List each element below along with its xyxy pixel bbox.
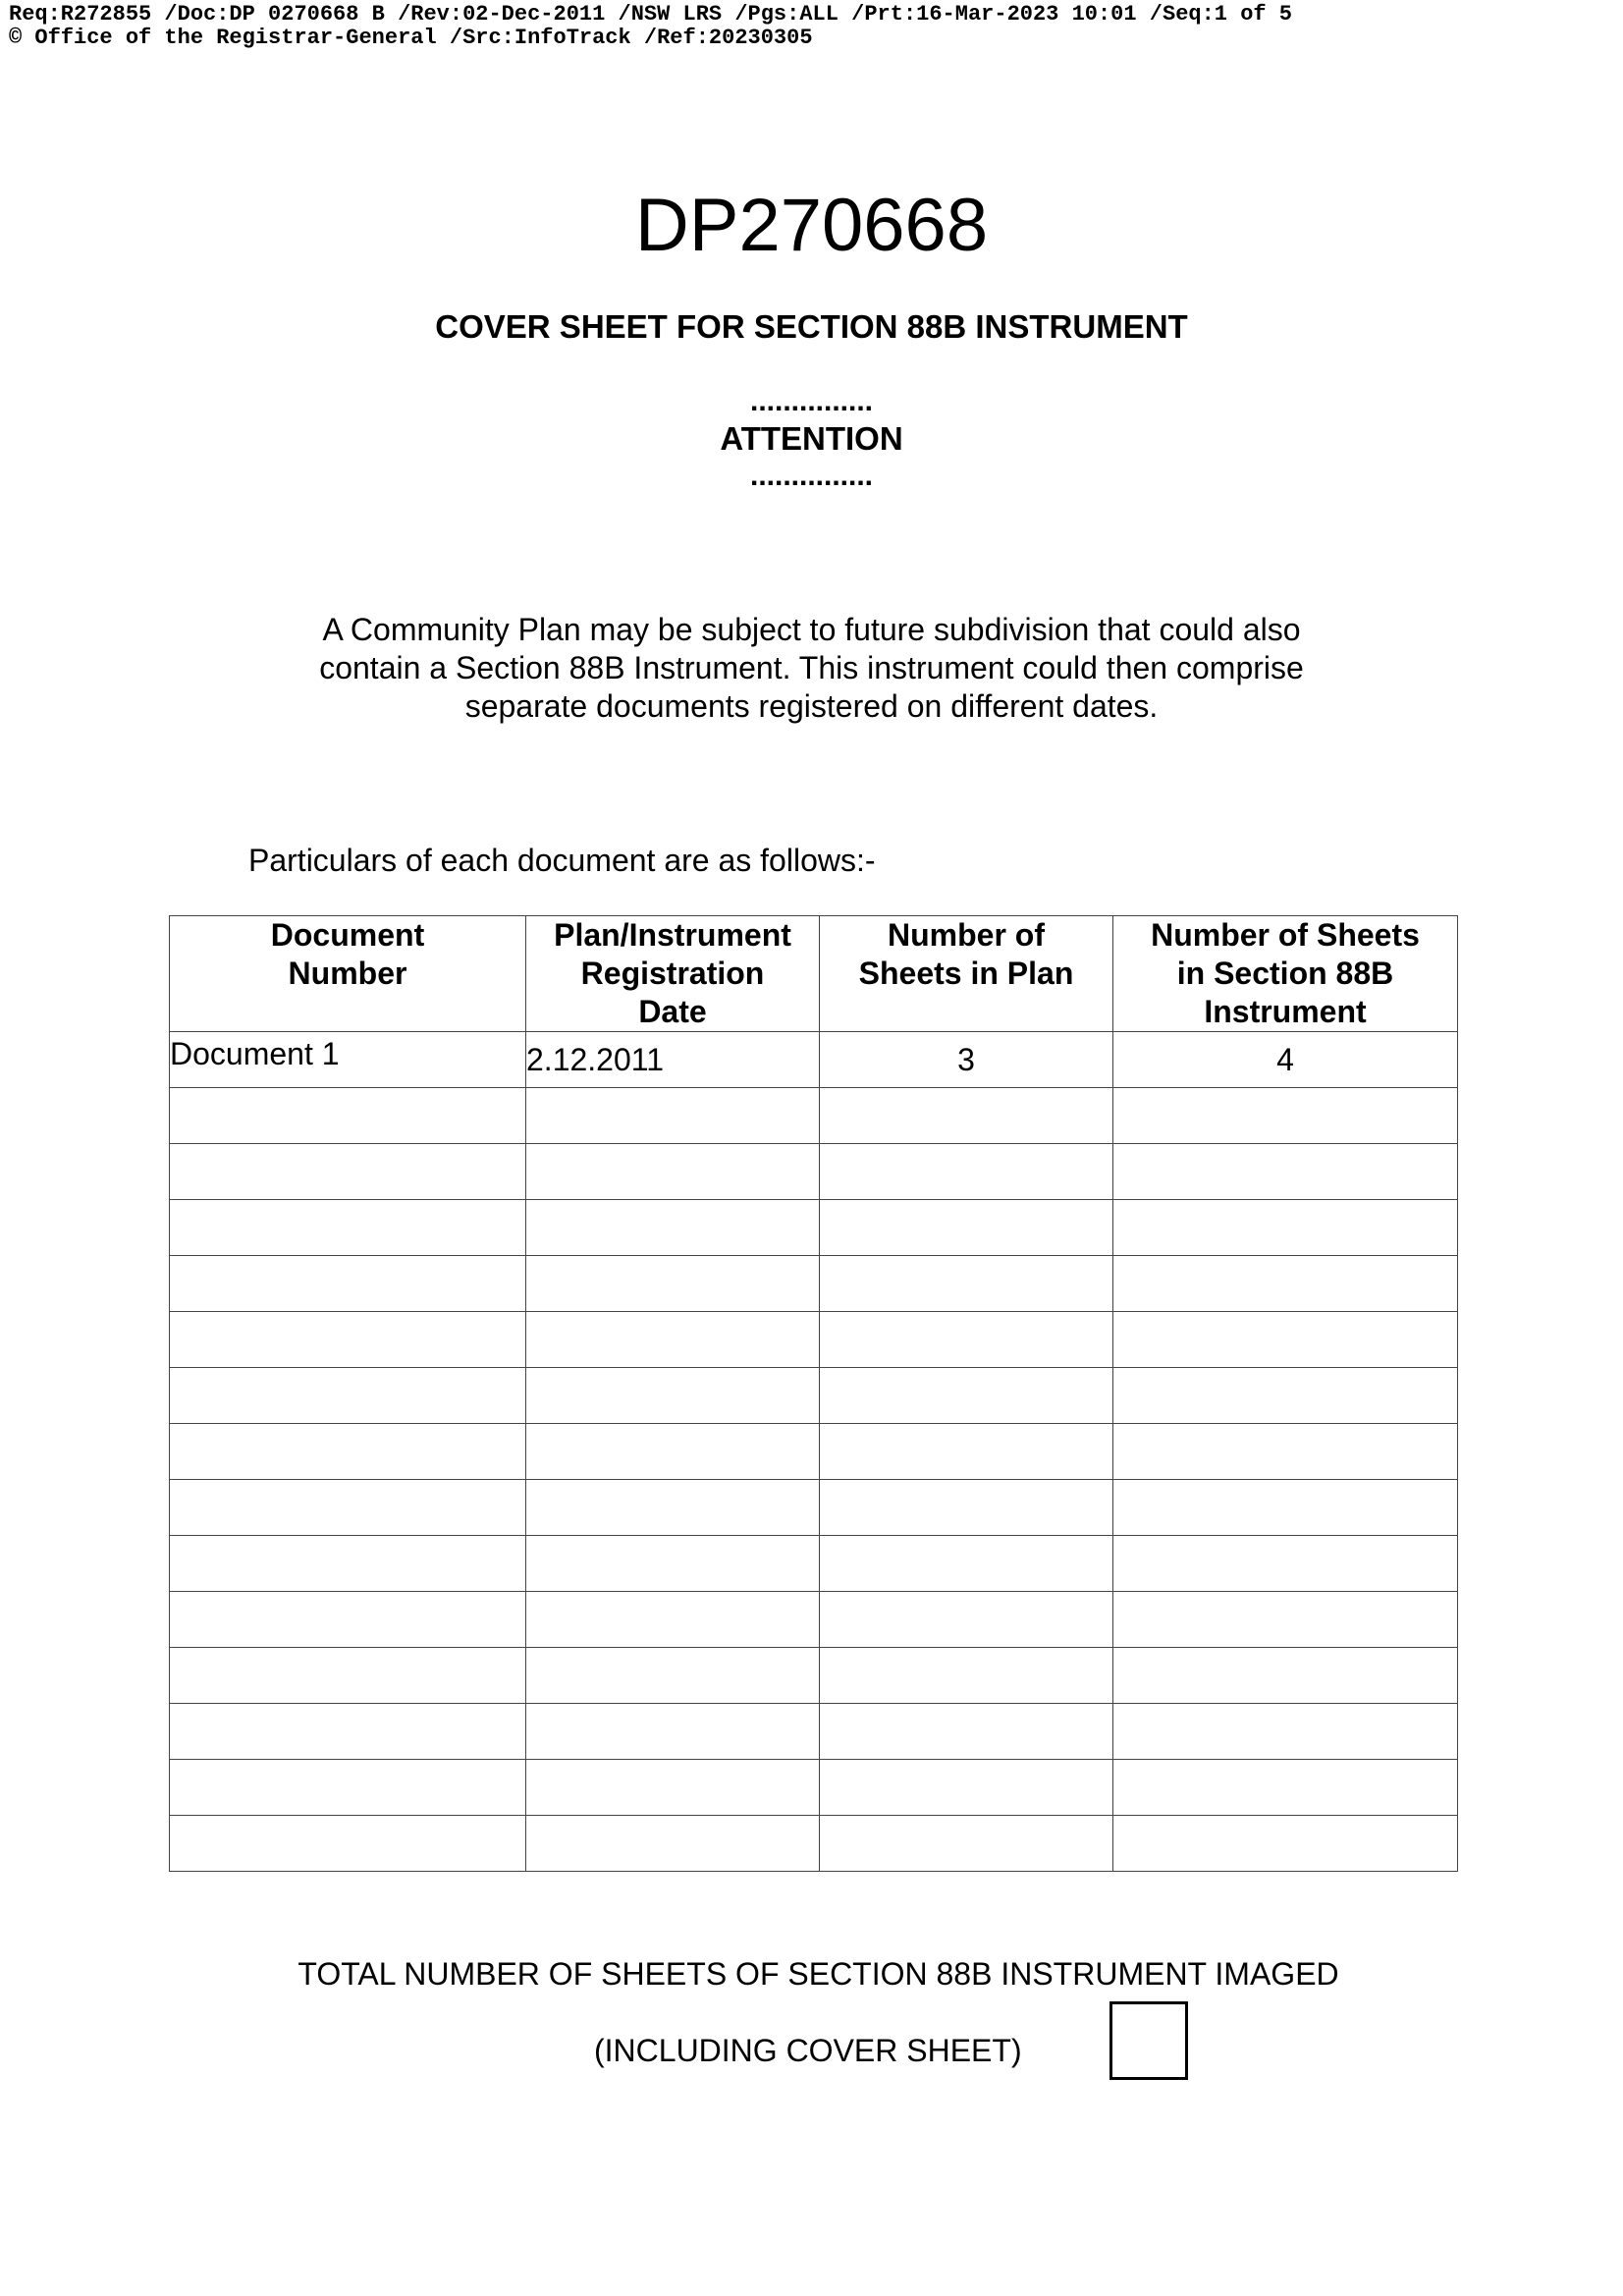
registration-date-cell <box>526 1200 820 1256</box>
sheets-in-plan-cell <box>820 1536 1113 1592</box>
document-number-cell <box>170 1816 526 1872</box>
table-row <box>170 1144 1458 1200</box>
sheets-in-plan-cell <box>820 1760 1113 1816</box>
registration-date-cell <box>526 1368 820 1424</box>
table-row <box>170 1200 1458 1256</box>
sheets-in-plan-cell <box>820 1144 1113 1200</box>
sheets-in-plan-cell <box>820 1704 1113 1760</box>
document-header <box>9 3 1292 50</box>
table-row <box>170 1816 1458 1872</box>
registration-date-cell <box>526 1592 820 1648</box>
document-number-cell <box>170 1312 526 1368</box>
table-header-row <box>170 916 1458 1032</box>
sheets-in-instrument-cell <box>1113 1368 1458 1424</box>
document-number-cell <box>170 1592 526 1648</box>
sheets-in-plan-cell <box>820 1368 1113 1424</box>
including-cover-sheet-label: (INCLUDING COVER SHEET) <box>594 2033 1022 2068</box>
table-row <box>170 1424 1458 1480</box>
registration-date-cell <box>526 1648 820 1704</box>
registration-date-cell: 2.12.2011 <box>526 1032 820 1088</box>
sheets-in-instrument-cell <box>1113 1536 1458 1592</box>
registration-date-cell <box>526 1312 820 1368</box>
sheets-in-plan-cell <box>820 1480 1113 1536</box>
notice-line: separate documents registered on different dates. <box>464 688 1159 724</box>
sheets-in-instrument-cell <box>1113 1648 1458 1704</box>
sheets-in-instrument-cell <box>1113 1424 1458 1480</box>
document-number-cell <box>170 1760 526 1816</box>
registration-date-cell <box>526 1088 820 1144</box>
sheets-in-plan-cell <box>820 1648 1113 1704</box>
header-copyright-line: © Office of the Registrar-General /Src:InfoTrack /Ref:20230305 <box>9 26 813 50</box>
registration-date-cell <box>526 1704 820 1760</box>
sheets-in-plan-cell <box>820 1088 1113 1144</box>
registration-date-cell <box>526 1480 820 1536</box>
document-number-cell: Document 1 <box>170 1032 526 1088</box>
sheets-in-instrument-cell <box>1113 1312 1458 1368</box>
column-header-registration-date: Plan/Instrument Registration Date <box>526 916 820 1032</box>
attention-dots-top: ............... <box>749 385 874 417</box>
table-row <box>170 1648 1458 1704</box>
sheets-in-plan-cell <box>820 1816 1113 1872</box>
sheets-in-instrument-cell: 4 <box>1113 1032 1458 1088</box>
document-number-cell <box>170 1200 526 1256</box>
particulars-label: Particulars of each document are as follows:- <box>248 843 876 878</box>
column-header-document-number: Document Number <box>170 916 526 1032</box>
documents-table <box>169 915 1458 1872</box>
table-row <box>170 1312 1458 1368</box>
table-row <box>170 1760 1458 1816</box>
notice-line: A Community Plan may be subject to future subdivision that could also <box>322 612 1301 647</box>
registration-date-cell <box>526 1424 820 1480</box>
table-row <box>170 1592 1458 1648</box>
sheets-in-plan-cell <box>820 1312 1113 1368</box>
registration-date-cell <box>526 1256 820 1312</box>
sheets-in-plan-cell <box>820 1200 1113 1256</box>
registration-date-cell <box>526 1144 820 1200</box>
attention-heading: ATTENTION <box>720 420 903 457</box>
registration-date-cell <box>526 1816 820 1872</box>
table-row <box>170 1088 1458 1144</box>
sheets-in-instrument-cell <box>1113 1256 1458 1312</box>
sheets-in-instrument-cell <box>1113 1816 1458 1872</box>
attention-dots-bottom: ............... <box>749 460 874 492</box>
table-row <box>170 1704 1458 1760</box>
total-sheets-box[interactable] <box>1109 2001 1188 2080</box>
sheets-in-plan-cell <box>820 1256 1113 1312</box>
document-number-cell <box>170 1424 526 1480</box>
document-number-cell <box>170 1256 526 1312</box>
document-number-cell <box>170 1144 526 1200</box>
document-number-cell <box>170 1536 526 1592</box>
table-row <box>170 1536 1458 1592</box>
registration-date-cell <box>526 1536 820 1592</box>
sheets-in-instrument-cell <box>1113 1480 1458 1536</box>
sheets-in-instrument-cell <box>1113 1704 1458 1760</box>
table-row <box>170 1032 1458 1088</box>
sheets-in-instrument-cell <box>1113 1200 1458 1256</box>
plan-number: DP270668 <box>634 184 989 267</box>
table-row <box>170 1368 1458 1424</box>
sheets-in-instrument-cell <box>1113 1144 1458 1200</box>
document-number-cell <box>170 1368 526 1424</box>
total-sheets-label: TOTAL NUMBER OF SHEETS OF SECTION 88B INSTRUMENT IMAGED <box>298 1956 1339 1992</box>
header-request-line: Req:R272855 /Doc:DP 0270668 B /Rev:02-Dec-2011 /NSW LRS /Pgs:ALL /Prt:16-Mar-2023 10:01 /Seq:1 of 5 <box>9 2 1293 27</box>
cover-sheet-title: COVER SHEET FOR SECTION 88B INSTRUMENT <box>435 308 1188 345</box>
notice-line: contain a Section 88B Instrument. This instrument could then comprise <box>319 650 1304 685</box>
document-number-cell <box>170 1480 526 1536</box>
sheets-in-instrument-cell <box>1113 1592 1458 1648</box>
column-header-sheets-in-plan: Number of Sheets in Plan <box>820 916 1113 1032</box>
sheets-in-instrument-cell <box>1113 1760 1458 1816</box>
document-number-cell <box>170 1088 526 1144</box>
table-row <box>170 1256 1458 1312</box>
notice-paragraph <box>0 611 1623 726</box>
sheets-in-plan-cell <box>820 1424 1113 1480</box>
sheets-in-plan-cell <box>820 1592 1113 1648</box>
table-row <box>170 1480 1458 1536</box>
sheets-in-instrument-cell <box>1113 1088 1458 1144</box>
sheets-in-plan-cell: 3 <box>820 1032 1113 1088</box>
document-number-cell <box>170 1648 526 1704</box>
registration-date-cell <box>526 1760 820 1816</box>
document-number-cell <box>170 1704 526 1760</box>
column-header-sheets-in-instrument: Number of Sheets in Section 88B Instrument <box>1113 916 1458 1032</box>
